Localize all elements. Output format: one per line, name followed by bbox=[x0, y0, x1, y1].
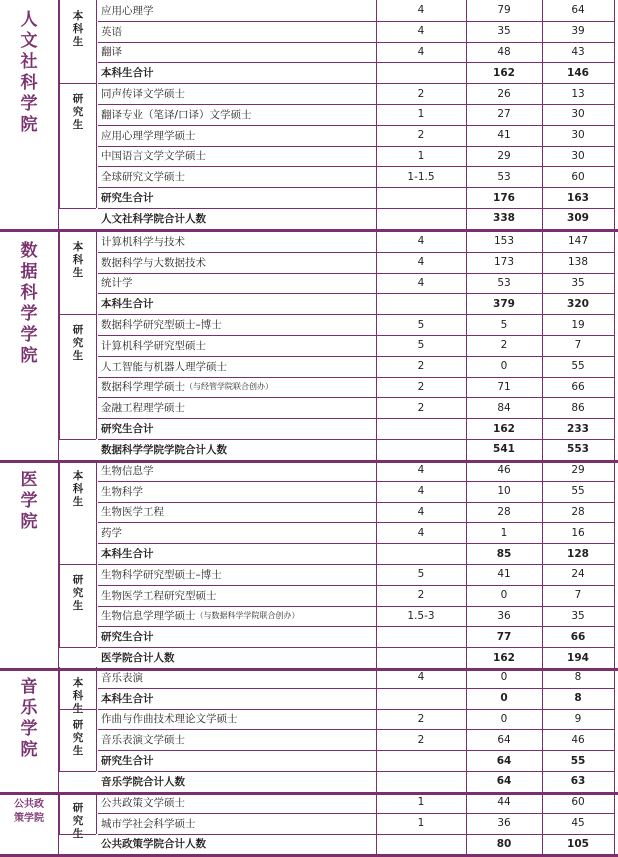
college-total-row-count-2: 105 bbox=[567, 837, 589, 850]
level-total-row-count-2: 146 bbox=[567, 66, 589, 79]
program-row-length: 2 bbox=[417, 589, 425, 602]
program-row-count-1: 64 bbox=[497, 733, 511, 746]
program-row-count-2: 24 bbox=[571, 568, 585, 581]
program-row-name: 人工智能与机器人理学硕士 bbox=[101, 360, 227, 373]
column-divider bbox=[58, 460, 59, 668]
level-total-row-count-1: 85 bbox=[496, 547, 512, 560]
college-total-row-name: 音乐学院合计人数 bbox=[101, 775, 185, 788]
program-note: （与数据科学学院联合创办） bbox=[195, 611, 300, 621]
column-divider bbox=[542, 792, 543, 854]
program-row-count-1: 53 bbox=[497, 170, 511, 183]
column-divider bbox=[96, 460, 97, 564]
college-total-row-count-1: 80 bbox=[496, 837, 512, 850]
program-row-count-1: 53 bbox=[497, 276, 511, 289]
level-total-row-name: 研究生合计 bbox=[101, 423, 154, 436]
program-row-name: 生物信息学理学硕士 （与数据科学学院联合创办） bbox=[101, 610, 300, 623]
college-label: 数 据 科 学 学 院 bbox=[20, 241, 38, 366]
program-row-length: 4 bbox=[417, 4, 425, 17]
level-total-row-count-1: 162 bbox=[493, 66, 515, 79]
program-row-length: 2 bbox=[417, 360, 425, 373]
program-row-length: 2 bbox=[417, 129, 425, 142]
program-row-count-1: 0 bbox=[500, 589, 508, 602]
college-label: 音 乐 学 院 bbox=[20, 677, 38, 760]
row-divider bbox=[59, 834, 96, 835]
program-row-count-1: 0 bbox=[500, 671, 508, 684]
program-row-name: 作曲与作曲技术理论文学硕士 bbox=[101, 713, 238, 726]
college-total-row-count-2: 63 bbox=[570, 775, 586, 788]
program-row-length: 5 bbox=[417, 339, 425, 352]
program-row-count-2: 43 bbox=[571, 45, 585, 58]
program-row-name: 生物科学研究型硕士–博士 bbox=[101, 568, 222, 581]
program-row-count-2: 29 bbox=[571, 464, 585, 477]
program-row-name: 翻译专业（笔译/口译）文学硕士 bbox=[101, 108, 252, 121]
program-row-length: 4 bbox=[417, 671, 425, 684]
program-row-count-1: 44 bbox=[497, 796, 511, 809]
program-row-count-2: 8 bbox=[574, 671, 582, 684]
level-total-row-count-2: 55 bbox=[570, 754, 586, 767]
program-row-name: 生物医学工程研究型硕士 bbox=[101, 589, 217, 602]
level-label: 本 科 生 bbox=[72, 10, 84, 48]
program-row-length: 1 bbox=[417, 796, 425, 809]
program-row-name: 城市学社会科学硕士 bbox=[101, 817, 196, 830]
program-row-name: 数据科学理学硕士 （与经管学院联合创办） bbox=[101, 381, 273, 394]
column-divider bbox=[58, 667, 59, 792]
program-row-name: 生物信息学 bbox=[101, 464, 154, 477]
row-divider bbox=[59, 771, 96, 772]
college-label: 公共政 策学院 bbox=[14, 799, 44, 824]
program-row-name: 翻译 bbox=[101, 46, 122, 59]
program-row-name: 计算机科学研究型硕士 bbox=[101, 339, 206, 352]
program-row-length: 4 bbox=[417, 25, 425, 38]
program-row-length: 1 bbox=[417, 817, 425, 830]
program-row-length: 5 bbox=[417, 568, 425, 581]
row-divider bbox=[59, 647, 96, 648]
column-divider bbox=[376, 460, 377, 668]
program-row-count-2: 19 bbox=[571, 318, 585, 331]
program-row-length: 1 bbox=[417, 149, 425, 162]
column-divider bbox=[614, 0, 615, 229]
level-label: 研 究 生 bbox=[72, 324, 84, 363]
program-row-count-1: 28 bbox=[497, 505, 511, 518]
column-divider bbox=[542, 667, 543, 792]
row-divider bbox=[59, 83, 96, 84]
program-row-count-2: 55 bbox=[571, 360, 585, 373]
program-row-length: 2 bbox=[417, 87, 425, 100]
college-label: 人 文 社 科 学 院 bbox=[20, 10, 38, 135]
level-label: 研 究 bbox=[72, 802, 84, 827]
program-row-length: 2 bbox=[417, 380, 425, 393]
column-divider bbox=[542, 460, 543, 668]
program-row-count-2: 35 bbox=[571, 609, 585, 622]
program-row-count-1: 71 bbox=[497, 380, 511, 393]
level-total-row-count-1: 162 bbox=[493, 422, 515, 435]
column-divider bbox=[58, 792, 59, 854]
program-row-name: 同声传译文学硕士 bbox=[101, 88, 185, 101]
level-label: 研 究 生 bbox=[72, 574, 84, 612]
level-total-row-count-1: 176 bbox=[493, 191, 515, 204]
column-divider bbox=[466, 792, 467, 854]
program-row-count-2: 30 bbox=[571, 108, 585, 121]
program-row-length: 1 bbox=[417, 108, 425, 121]
row-divider bbox=[59, 439, 96, 440]
program-row-count-1: 173 bbox=[493, 256, 515, 269]
college-label: 医 学 院 bbox=[20, 470, 38, 532]
column-divider bbox=[58, 231, 59, 460]
program-row-count-2: 64 bbox=[571, 4, 585, 17]
level-total-row-name: 本科生合计 bbox=[101, 298, 154, 311]
row-divider bbox=[59, 564, 96, 565]
program-row-name: 应用心理学 bbox=[101, 4, 154, 17]
level-total-row-name: 研究生合计 bbox=[101, 631, 154, 644]
level-total-row-count-2: 163 bbox=[567, 191, 589, 204]
column-divider bbox=[96, 667, 97, 709]
college-total-row-count-1: 162 bbox=[493, 651, 515, 664]
column-divider bbox=[96, 792, 97, 834]
program-row-name: 中国语言文学文学硕士 bbox=[101, 150, 206, 163]
college-total-row-name: 人文社科学院合计人数 bbox=[101, 212, 206, 225]
column-divider bbox=[59, 667, 60, 709]
program-row-count-2: 46 bbox=[571, 733, 585, 746]
level-total-row-count-1: 64 bbox=[496, 754, 512, 767]
column-divider bbox=[59, 709, 60, 771]
program-row-length: 4 bbox=[417, 45, 425, 58]
level-total-row-name: 本科生合计 bbox=[101, 692, 154, 705]
program-row-count-1: 29 bbox=[497, 149, 511, 162]
column-divider bbox=[376, 0, 377, 229]
level-total-row-count-2: 320 bbox=[567, 297, 589, 310]
program-row-count-2: 60 bbox=[571, 796, 585, 809]
program-row-count-2: 39 bbox=[571, 25, 585, 38]
column-divider bbox=[96, 83, 97, 208]
program-row-length: 4 bbox=[417, 235, 425, 248]
program-row-count-1: 10 bbox=[497, 485, 511, 498]
column-divider bbox=[466, 667, 467, 792]
level-total-row-count-2: 66 bbox=[570, 630, 586, 643]
college-total-row-count-1: 64 bbox=[496, 775, 512, 788]
level-total-row-count-1: 0 bbox=[500, 692, 508, 705]
program-row-count-1: 41 bbox=[497, 129, 511, 142]
program-row-length: 5 bbox=[417, 318, 425, 331]
program-row-length: 4 bbox=[417, 485, 425, 498]
program-row-name: 统计学 bbox=[101, 277, 133, 290]
level-total-row-count-2: 233 bbox=[567, 422, 589, 435]
college-total-row-count-2: 553 bbox=[567, 443, 589, 456]
college-total-row-name: 公共政策学院合计人数 bbox=[101, 838, 206, 851]
program-row-name: 音乐表演文学硕士 bbox=[101, 734, 185, 747]
program-row-count-1: 84 bbox=[497, 401, 511, 414]
program-row-count-1: 35 bbox=[497, 25, 511, 38]
level-total-row-name: 研究生合计 bbox=[101, 192, 154, 205]
program-row-length: 4 bbox=[417, 256, 425, 269]
level-total-row-count-2: 128 bbox=[567, 547, 589, 560]
column-divider bbox=[59, 83, 60, 208]
program-row-count-1: 2 bbox=[500, 339, 508, 352]
program-row-name: 生物医学工程 bbox=[101, 506, 164, 519]
program-row-count-1: 0 bbox=[500, 712, 508, 725]
level-label: 本 科 bbox=[72, 677, 84, 702]
program-row-count-2: 16 bbox=[571, 526, 585, 539]
college-total-row-count-2: 194 bbox=[567, 651, 589, 664]
program-row-count-2: 30 bbox=[571, 129, 585, 142]
level-total-row-name: 研究生合计 bbox=[101, 755, 154, 768]
program-row-count-1: 153 bbox=[493, 235, 515, 248]
level-total-row-count-1: 379 bbox=[493, 297, 515, 310]
column-divider bbox=[466, 0, 467, 229]
program-row-length: 2 bbox=[417, 733, 425, 746]
program-row-count-2: 86 bbox=[571, 401, 585, 414]
column-divider bbox=[376, 792, 377, 854]
program-row-count-2: 35 bbox=[571, 276, 585, 289]
program-row-count-2: 60 bbox=[571, 170, 585, 183]
program-row-count-1: 27 bbox=[497, 108, 511, 121]
program-row-count-2: 7 bbox=[574, 339, 582, 352]
program-row-count-2: 28 bbox=[571, 505, 585, 518]
column-divider bbox=[96, 564, 97, 647]
college-total-row-count-1: 541 bbox=[493, 443, 515, 456]
program-row-count-1: 5 bbox=[500, 318, 508, 331]
program-row-count-2: 13 bbox=[571, 87, 585, 100]
program-row-name: 计算机科学与技术 bbox=[101, 235, 185, 248]
college-total-row-name: 数据科学学院学院合计人数 bbox=[101, 443, 227, 456]
column-divider bbox=[614, 460, 615, 668]
level-total-row-name: 本科生合计 bbox=[101, 67, 154, 80]
column-divider bbox=[59, 460, 60, 564]
program-row-count-1: 0 bbox=[500, 360, 508, 373]
program-row-length: 1-1.5 bbox=[407, 170, 435, 183]
program-row-count-1: 48 bbox=[497, 45, 511, 58]
column-divider bbox=[96, 0, 97, 83]
college-total-row-count-2: 309 bbox=[567, 212, 589, 225]
program-row-count-2: 9 bbox=[574, 712, 582, 725]
column-divider bbox=[59, 314, 60, 439]
level-label: 研 究 生 bbox=[72, 718, 84, 757]
column-divider bbox=[376, 667, 377, 792]
column-divider bbox=[466, 231, 467, 460]
row-divider bbox=[59, 208, 96, 209]
row-divider bbox=[59, 709, 96, 710]
column-divider bbox=[542, 0, 543, 229]
program-row-count-1: 79 bbox=[497, 4, 511, 17]
level-total-row-name: 本科生合计 bbox=[101, 548, 154, 561]
program-row-count-2: 55 bbox=[571, 485, 585, 498]
column-divider bbox=[614, 231, 615, 460]
program-row-count-1: 36 bbox=[497, 817, 511, 830]
program-row-name: 数据科学研究型硕士–博士 bbox=[101, 319, 222, 332]
program-row-name: 药学 bbox=[101, 527, 122, 540]
program-row-name: 音乐表演 bbox=[101, 671, 143, 684]
program-row-length: 1.5-3 bbox=[407, 609, 435, 622]
column-divider bbox=[376, 231, 377, 460]
column-divider bbox=[59, 231, 60, 314]
column-divider bbox=[58, 0, 59, 229]
program-row-count-1: 46 bbox=[497, 464, 511, 477]
program-row-count-2: 7 bbox=[574, 589, 582, 602]
column-divider bbox=[542, 231, 543, 460]
column-divider bbox=[96, 314, 97, 439]
program-row-count-2: 66 bbox=[571, 380, 585, 393]
program-row-length: 4 bbox=[417, 464, 425, 477]
program-row-length: 2 bbox=[417, 401, 425, 414]
column-divider bbox=[59, 792, 60, 834]
level-label: 研 究 生 bbox=[72, 93, 84, 132]
column-divider bbox=[59, 564, 60, 647]
program-row-count-2: 30 bbox=[571, 149, 585, 162]
program-row-length: 2 bbox=[417, 712, 425, 725]
program-row-length: 4 bbox=[417, 526, 425, 539]
program-row-count-1: 26 bbox=[497, 87, 511, 100]
column-divider bbox=[96, 709, 97, 771]
row-divider bbox=[59, 314, 96, 315]
program-row-name: 全球研究文学硕士 bbox=[101, 171, 185, 184]
column-divider bbox=[614, 667, 615, 792]
college-total-row-count-1: 338 bbox=[493, 212, 515, 225]
program-row-name: 数据科学与大数据技术 bbox=[101, 256, 206, 269]
program-row-count-2: 147 bbox=[567, 235, 589, 248]
program-row-count-2: 138 bbox=[567, 256, 589, 269]
level-total-row-count-2: 8 bbox=[574, 692, 582, 705]
program-row-name: 应用心理学理学硕士 bbox=[101, 129, 196, 142]
program-row-count-1: 1 bbox=[500, 526, 508, 539]
college-total-row-name: 医学院合计人数 bbox=[101, 652, 175, 665]
level-total-row-count-1: 77 bbox=[496, 630, 512, 643]
column-divider bbox=[96, 231, 97, 314]
column-divider bbox=[614, 792, 615, 854]
column-divider bbox=[59, 0, 60, 83]
program-row-name: 公共政策文学硕士 bbox=[101, 796, 185, 809]
program-row-length: 4 bbox=[417, 276, 425, 289]
level-label: 本 科 生 bbox=[72, 241, 84, 279]
level-label: 本 科 生 bbox=[72, 470, 84, 508]
program-row-length: 4 bbox=[417, 505, 425, 518]
program-row-name: 英语 bbox=[101, 25, 122, 38]
program-row-name: 金融工程理学硕士 bbox=[101, 402, 185, 415]
program-note: （与经管学院联合创办） bbox=[185, 382, 273, 392]
program-row-count-2: 45 bbox=[571, 817, 585, 830]
program-row-name: 生物科学 bbox=[101, 485, 143, 498]
program-row-count-1: 36 bbox=[497, 609, 511, 622]
program-row-count-1: 41 bbox=[497, 568, 511, 581]
column-divider bbox=[466, 460, 467, 668]
